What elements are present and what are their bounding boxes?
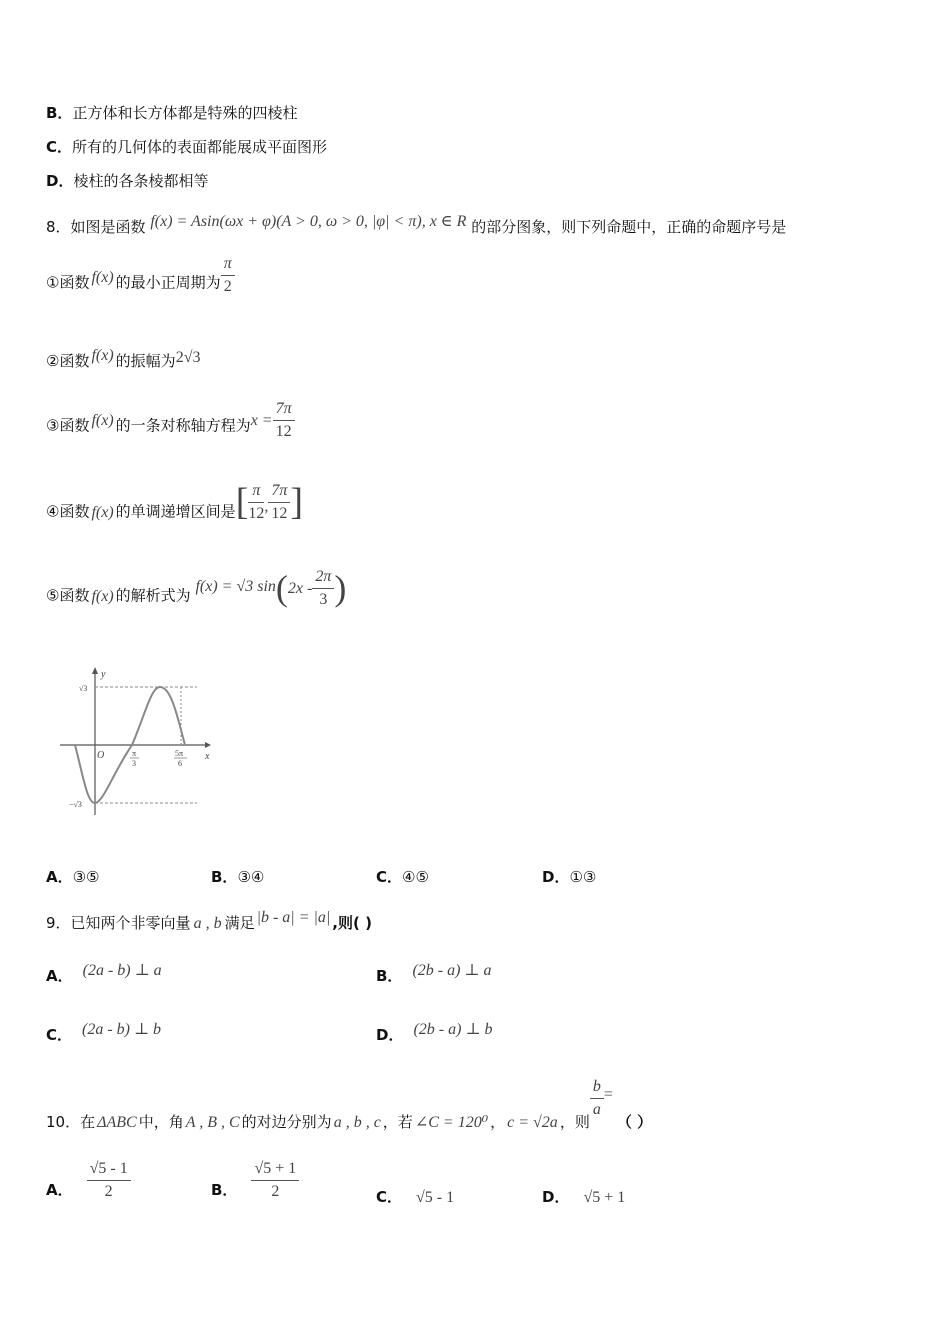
- angle-condition: ∠C = 120⁰: [414, 1113, 489, 1131]
- q8-option-d: [542, 866, 596, 887]
- statement-prefix: 函数: [59, 586, 90, 605]
- denominator: 2: [223, 277, 232, 295]
- question-number: 9．: [46, 914, 71, 932]
- statement-marker: ①: [46, 273, 60, 292]
- fraction: [248, 482, 264, 522]
- y-min-label: −√3: [69, 800, 82, 809]
- option-value: (2a - b) ⊥ b: [82, 1021, 162, 1038]
- vector-names: a , b: [193, 915, 222, 932]
- triangle-name: ΔABC: [97, 1113, 137, 1131]
- ratio-fraction: [590, 1078, 604, 1118]
- q8-option-b: [211, 866, 264, 887]
- y-max-label: √3: [79, 684, 88, 693]
- option-value: ①③: [569, 868, 597, 886]
- statement-marker: ⑤: [46, 586, 60, 605]
- fraction: [251, 1160, 299, 1200]
- tick1-numerator: π: [132, 749, 137, 758]
- statement-4: [46, 481, 304, 534]
- statement-prefix: 函数: [59, 273, 90, 292]
- denominator: 12: [271, 504, 288, 522]
- statement-text: 的振幅为: [115, 352, 176, 370]
- x-axis-label: x: [205, 751, 210, 762]
- option-label: D．: [542, 868, 570, 886]
- denominator: 2: [104, 1182, 113, 1200]
- side-names: a , b , c: [333, 1113, 381, 1131]
- option-label: C．: [46, 1026, 73, 1044]
- statement-marker: ②: [46, 352, 60, 370]
- q9-option-c: [46, 1021, 162, 1045]
- denominator: 12: [275, 422, 292, 440]
- function-name: f(x): [91, 411, 114, 429]
- question-number: 8．: [46, 218, 71, 236]
- option-value: (2a - b) ⊥ a: [82, 962, 162, 979]
- statement-3: [46, 400, 295, 446]
- q9-stem: [46, 909, 372, 933]
- option-value: √5 - 1: [416, 1189, 455, 1206]
- option-label: C．: [376, 1188, 403, 1206]
- option-value: ③④: [237, 868, 265, 886]
- function-name: f(x): [91, 268, 114, 286]
- statement-text: 的解析式为: [115, 586, 191, 605]
- equals-sign: =: [603, 1085, 613, 1103]
- q8-stem: [46, 213, 787, 237]
- q9-option-a: [46, 962, 162, 986]
- fraction: [268, 482, 290, 522]
- q9-option-b: [376, 962, 492, 986]
- option-label: A．: [46, 967, 73, 985]
- comma: ,: [264, 497, 269, 515]
- question-lead: 如图是函数: [70, 218, 146, 236]
- statement-text: 的最小正周期为: [115, 273, 221, 292]
- option-value: ④⑤: [402, 868, 429, 886]
- formula-inner: 2x -: [287, 579, 313, 597]
- question-lead: 已知两个非零向量: [70, 914, 191, 932]
- denominator: 12: [248, 504, 265, 522]
- q10-option-b: [211, 1160, 299, 1200]
- option-label: B．: [211, 868, 238, 886]
- question-text: ，则: [559, 1112, 590, 1131]
- q8-option-a: [46, 866, 100, 887]
- fraction: [87, 1160, 131, 1200]
- option-label: C．: [376, 868, 403, 886]
- q10-option-a: [46, 1160, 131, 1200]
- right-bracket: ]: [290, 481, 304, 523]
- tick1-denominator: 3: [132, 759, 136, 768]
- numerator: 2π: [312, 568, 334, 589]
- q9-option-d: [376, 1021, 493, 1045]
- q10-stem: [46, 1078, 653, 1131]
- statement-prefix: 函数: [59, 352, 90, 370]
- function-name: f(x): [91, 587, 114, 605]
- question-lead: 在: [80, 1112, 96, 1131]
- statement-marker: ③: [46, 416, 60, 435]
- origin-label: O: [97, 750, 105, 761]
- q10-option-c: [376, 1186, 454, 1207]
- numerator: √5 - 1: [87, 1160, 131, 1181]
- y-axis-label: y: [101, 669, 106, 680]
- function-graph: [55, 665, 215, 825]
- left-paren: (: [275, 568, 288, 608]
- statement-5: [46, 567, 347, 617]
- statement-prefix: 函数: [59, 502, 90, 521]
- statement-2: [46, 347, 201, 371]
- q7-option-d: [46, 170, 208, 191]
- q10-option-d: [542, 1186, 625, 1207]
- fraction: [221, 255, 235, 295]
- question-text: 的对边分别为: [241, 1112, 332, 1131]
- option-label: D．: [376, 1026, 404, 1044]
- q7-option-b: [46, 102, 297, 123]
- right-paren: ): [334, 568, 347, 608]
- question-tail: 的部分图象，则下列命题中，正确的命题序号是: [471, 218, 787, 236]
- statement-text: 的一条对称轴方程为: [115, 416, 251, 435]
- formula-lhs: f(x) = √3 sin: [195, 577, 276, 595]
- denominator: 2: [271, 1182, 280, 1200]
- x-axis-arrow: [205, 742, 211, 748]
- option-text: 所有的几何体的表面都能展成平面图形: [72, 138, 328, 156]
- statement-marker: ④: [46, 502, 60, 521]
- option-label: B．: [376, 967, 403, 985]
- tick2-denominator: 6: [178, 759, 182, 768]
- numerator: π: [221, 255, 235, 276]
- statement-1: [46, 255, 235, 303]
- option-value: ③⑤: [72, 868, 100, 886]
- option-value: (2b - a) ⊥ b: [413, 1021, 493, 1038]
- question-text: ，若: [382, 1112, 413, 1131]
- fraction: [312, 568, 334, 608]
- q8-option-c: [376, 866, 429, 887]
- statement-text: 的单调递增区间是: [115, 502, 236, 521]
- option-label: B．: [211, 1180, 238, 1199]
- function-name: f(x): [91, 347, 114, 364]
- option-label: D．: [46, 172, 74, 190]
- side-condition: c = √2a: [507, 1113, 558, 1131]
- statement-prefix: 函数: [59, 416, 90, 435]
- numerator: 7π: [273, 400, 295, 421]
- option-text: 正方体和长方体都是特殊的四棱柱: [72, 104, 298, 122]
- amplitude-value: 2√3: [175, 349, 201, 366]
- question-text: 中，角: [138, 1112, 184, 1131]
- angle-names: A , B , C: [185, 1113, 240, 1131]
- option-label: D．: [542, 1188, 570, 1206]
- option-text: 棱柱的各条棱都相等: [73, 172, 209, 190]
- option-label: A．: [46, 868, 73, 886]
- numerator: b: [590, 1078, 604, 1099]
- separator: ，: [490, 1112, 506, 1131]
- q7-option-c: [46, 136, 327, 157]
- option-label: C．: [46, 138, 73, 156]
- option-label: A．: [46, 1180, 73, 1199]
- question-number: 10．: [46, 1112, 81, 1131]
- option-label: B．: [46, 104, 73, 122]
- question-tail: （ ）: [616, 1112, 653, 1131]
- question-tail: ,则( ): [332, 914, 372, 932]
- question-mid: 满足: [224, 914, 255, 932]
- numerator: √5 + 1: [251, 1160, 299, 1181]
- vector-condition: |b - a| = |a|: [256, 909, 331, 926]
- denominator: a: [592, 1100, 601, 1118]
- denominator: 3: [319, 590, 328, 608]
- numerator: π: [248, 482, 264, 503]
- function-name: f(x): [91, 503, 114, 521]
- tick2-numerator: 5π: [175, 749, 184, 758]
- y-axis-arrow: [92, 667, 98, 674]
- left-bracket: [: [235, 481, 249, 523]
- axis-lhs: x =: [250, 411, 273, 429]
- option-value: √5 + 1: [583, 1189, 626, 1206]
- option-value: (2b - a) ⊥ a: [412, 962, 492, 979]
- numerator: 7π: [268, 482, 290, 503]
- fraction: [273, 400, 295, 440]
- function-formula: f(x) = Asin(ωx + φ)(A > 0, ω > 0, |φ| < π), x ∈ R: [150, 213, 467, 230]
